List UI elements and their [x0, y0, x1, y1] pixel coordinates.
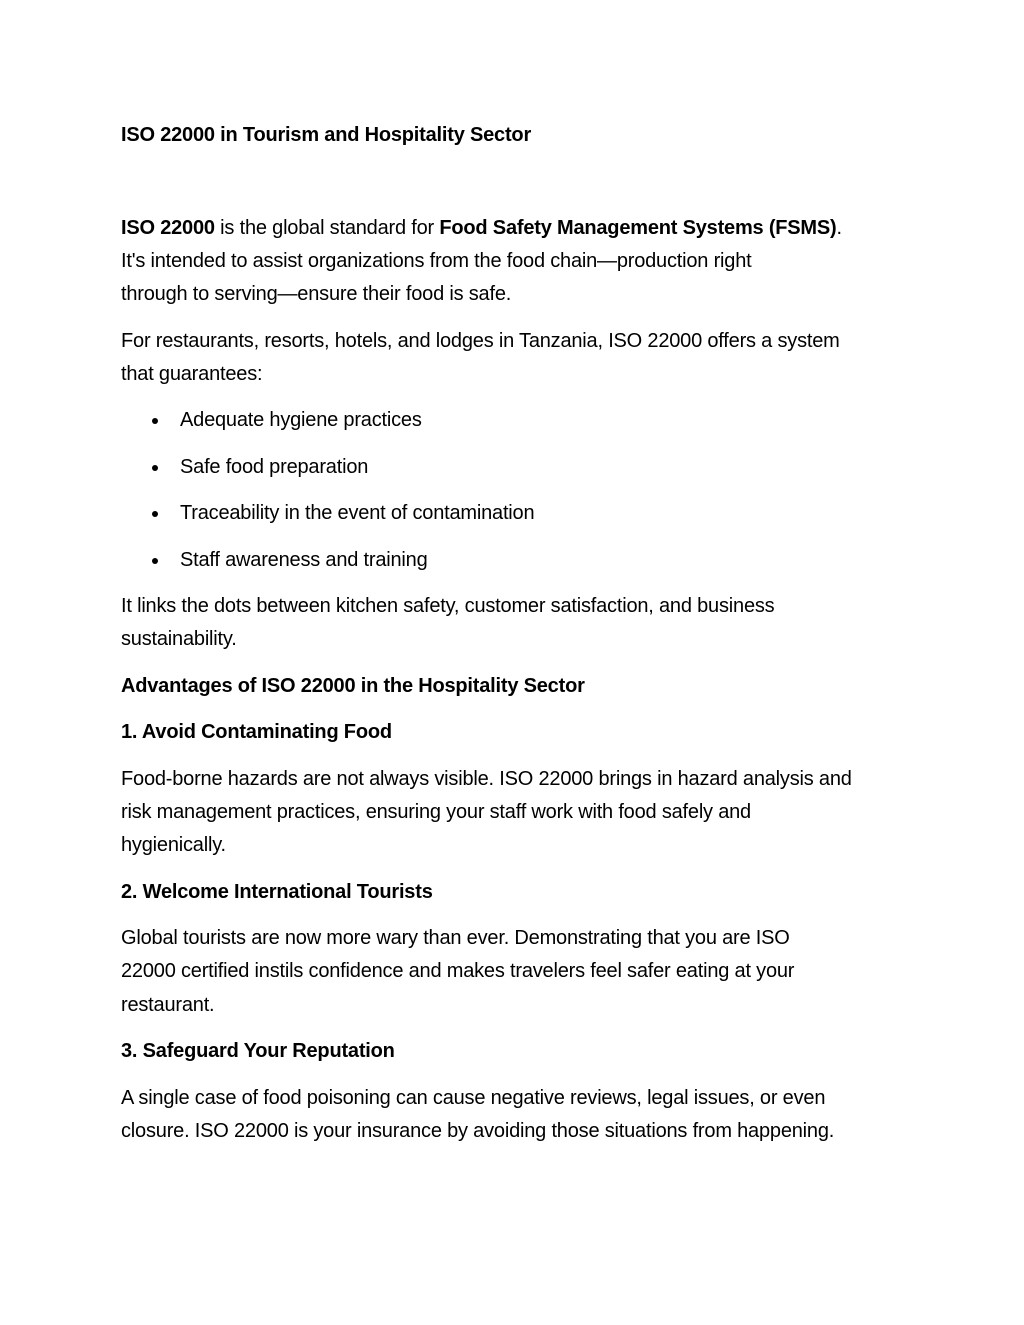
- bullet-dot-icon: [152, 511, 158, 517]
- bullet-dot-icon: [152, 465, 158, 471]
- section3-line-2: closure. ISO 22000 is your insurance by avoiding those situations from happening.: [121, 1120, 835, 1142]
- section2-heading: 2. Welcome International Tourists: [121, 881, 433, 903]
- section2-line-3: restaurant.: [121, 994, 215, 1016]
- intro-line-3: through to serving—ensure their food is safe.: [121, 283, 512, 305]
- section1-line-3: hygienically.: [121, 834, 226, 856]
- para3-line-1: It links the dots between kitchen safety, customer satisfaction, and business: [121, 595, 775, 617]
- list-item-text: Staff awareness and training: [180, 549, 428, 571]
- document-title: ISO 22000 in Tourism and Hospitality Sector: [121, 124, 532, 146]
- intro-line-2: It's intended to assist organizations from the food chain—production right: [121, 250, 752, 272]
- list-item-text: Adequate hygiene practices: [180, 409, 422, 431]
- intro-text-a: is the global standard for: [214, 217, 440, 239]
- intro-term-fsms: Food Safety Management Systems (FSMS): [439, 217, 837, 239]
- bullet-dot-icon: [152, 418, 158, 424]
- intro-text-b: .: [836, 217, 842, 239]
- section3-heading: 3. Safeguard Your Reputation: [121, 1040, 395, 1062]
- section2-line-1: Global tourists are now more wary than ever. Demonstrating that you are ISO: [121, 927, 790, 949]
- list-item-text: Traceability in the event of contamination: [180, 502, 535, 524]
- para2-line-2: that guarantees:: [121, 363, 263, 385]
- intro-line-1: [121, 216, 842, 240]
- intro-term: ISO 22000: [121, 217, 215, 239]
- list-item-text: Safe food preparation: [180, 456, 369, 478]
- section1-line-2: risk management practices, ensuring your staff work with food safely and: [121, 801, 751, 823]
- advantages-heading: Advantages of ISO 22000 in the Hospitality Sector: [121, 675, 585, 697]
- section2-line-2: 22000 certified instils confidence and makes travelers feel safer eating at your: [121, 960, 795, 982]
- bullet-dot-icon: [152, 558, 158, 564]
- section1-line-1: Food-borne hazards are not always visible. ISO 22000 brings in hazard analysis and: [121, 768, 852, 790]
- section1-heading: 1. Avoid Contaminating Food: [121, 721, 392, 743]
- section3-line-1: A single case of food poisoning can cause negative reviews, legal issues, or even: [121, 1087, 826, 1109]
- para2-line-1: For restaurants, resorts, hotels, and lodges in Tanzania, ISO 22000 offers a system: [121, 330, 840, 352]
- para3-line-2: sustainability.: [121, 628, 237, 650]
